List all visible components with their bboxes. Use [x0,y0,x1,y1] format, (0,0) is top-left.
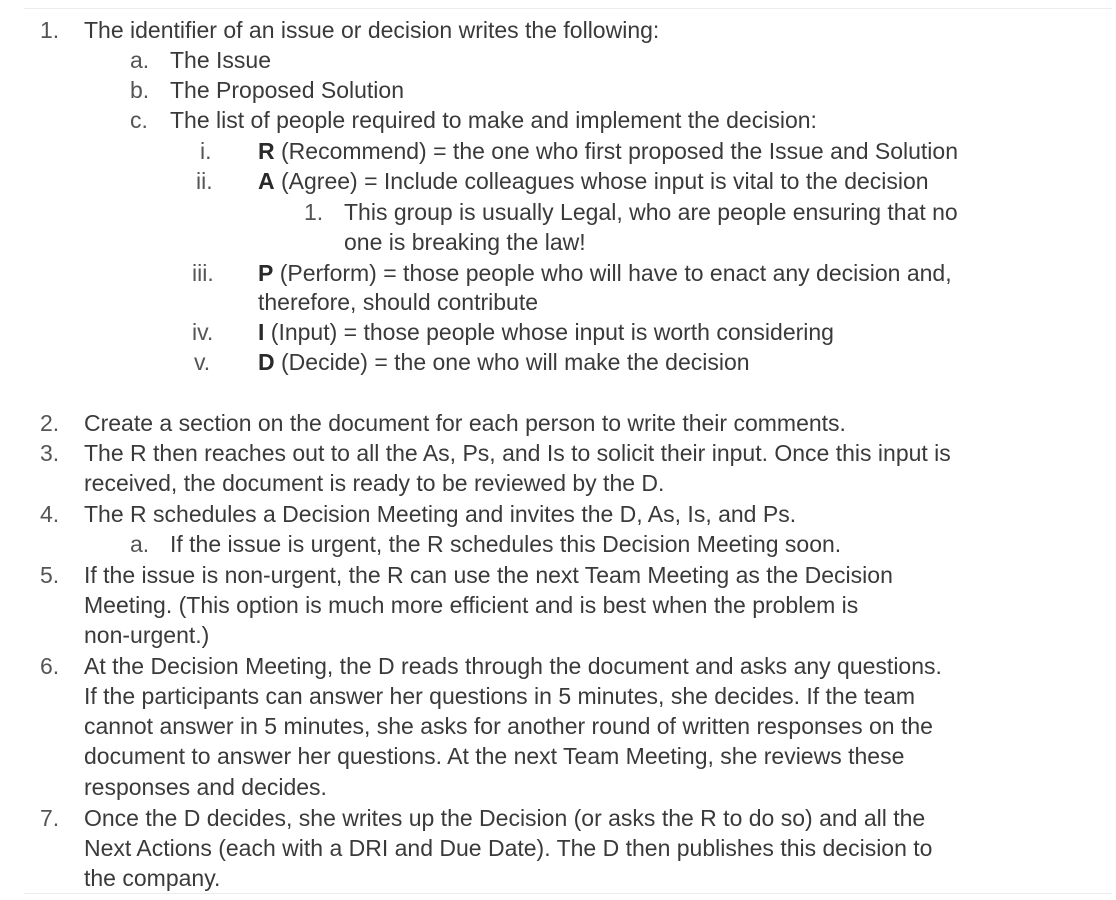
list-marker: 5. [40,562,60,588]
list-marker: a. [130,47,150,73]
list-marker: 1. [40,17,60,43]
role-description: (Input) = those people whose input is worth considering [264,319,834,345]
list-text: the company. [84,865,221,891]
role-letter: I [258,319,265,345]
role-description: (Agree) = Include colleagues whose input is vital to the decision [274,168,929,194]
list-text: cannot answer in 5 minutes, she asks for another round of written responses on the [84,713,933,739]
list-text: document to answer her questions. At the next Team Meeting, she reviews these [84,743,905,769]
list-text [258,136,958,166]
role-description: (Recommend) = the one who first proposed the Issue and Solution [274,138,958,164]
list-text: If the issue is non-urgent, the R can use the next Team Meeting as the Decision [84,562,893,588]
role-letter: R [258,138,275,164]
list-marker: iii. [192,260,214,286]
list-marker: c. [130,107,148,133]
list-text [258,166,929,196]
list-marker: b. [130,77,150,103]
list-text: one is breaking the law! [344,229,586,255]
list-text: If the issue is urgent, the R schedules this Decision Meeting soon. [170,531,842,557]
list-text: The Issue [170,47,271,73]
list-text: The Proposed Solution [170,77,404,103]
role-letter: D [258,349,275,375]
list-marker: iv. [192,319,214,345]
list-marker: ii. [196,168,213,194]
list-marker: 3. [40,440,60,466]
list-text: The R schedules a Decision Meeting and invites the D, As, Is, and Ps. [84,501,797,527]
list-marker: 1. [304,199,324,225]
list-text: responses and decides. [84,774,327,800]
list-text [258,317,834,347]
list-marker: i. [200,138,212,164]
list-text [258,347,750,377]
list-marker: 2. [40,410,60,436]
role-description: (Decide) = the one who will make the decision [274,349,750,375]
list-marker: 7. [40,805,60,831]
list-marker: 6. [40,653,60,679]
list-marker: v. [194,349,211,375]
list-text: The identifier of an issue or decision writes the following: [84,17,660,43]
role-letter: P [258,260,274,286]
list-text: This group is usually Legal, who are people ensuring that no [344,199,958,225]
document-page [24,8,1112,894]
list-text: Once the D decides, she writes up the Decision (or asks the R to do so) and all the [84,805,926,831]
list-text: therefore, should contribute [258,289,539,315]
list-text: If the participants can answer her questions in 5 minutes, she decides. If the team [84,683,916,709]
list-text [258,258,952,288]
role-description: (Perform) = those people who will have to enact any decision and, [273,260,952,286]
list-text: Meeting. (This option is much more efficient and is best when the problem is [84,592,859,618]
list-text: At the Decision Meeting, the D reads through the document and asks any questions. [84,653,942,679]
list-text: non-urgent.) [84,622,210,648]
list-text: The R then reaches out to all the As, Ps, and Is to solicit their input. Once this input is [84,440,951,466]
list-text: The list of people required to make and implement the decision: [170,107,817,133]
role-letter: A [258,168,275,194]
list-text: Next Actions (each with a DRI and Due Date). The D then publishes this decision to [84,835,933,861]
list-text: Create a section on the document for each person to write their comments. [84,410,846,436]
list-marker: a. [130,531,150,557]
list-text: received, the document is ready to be reviewed by the D. [84,470,665,496]
list-marker: 4. [40,501,60,527]
